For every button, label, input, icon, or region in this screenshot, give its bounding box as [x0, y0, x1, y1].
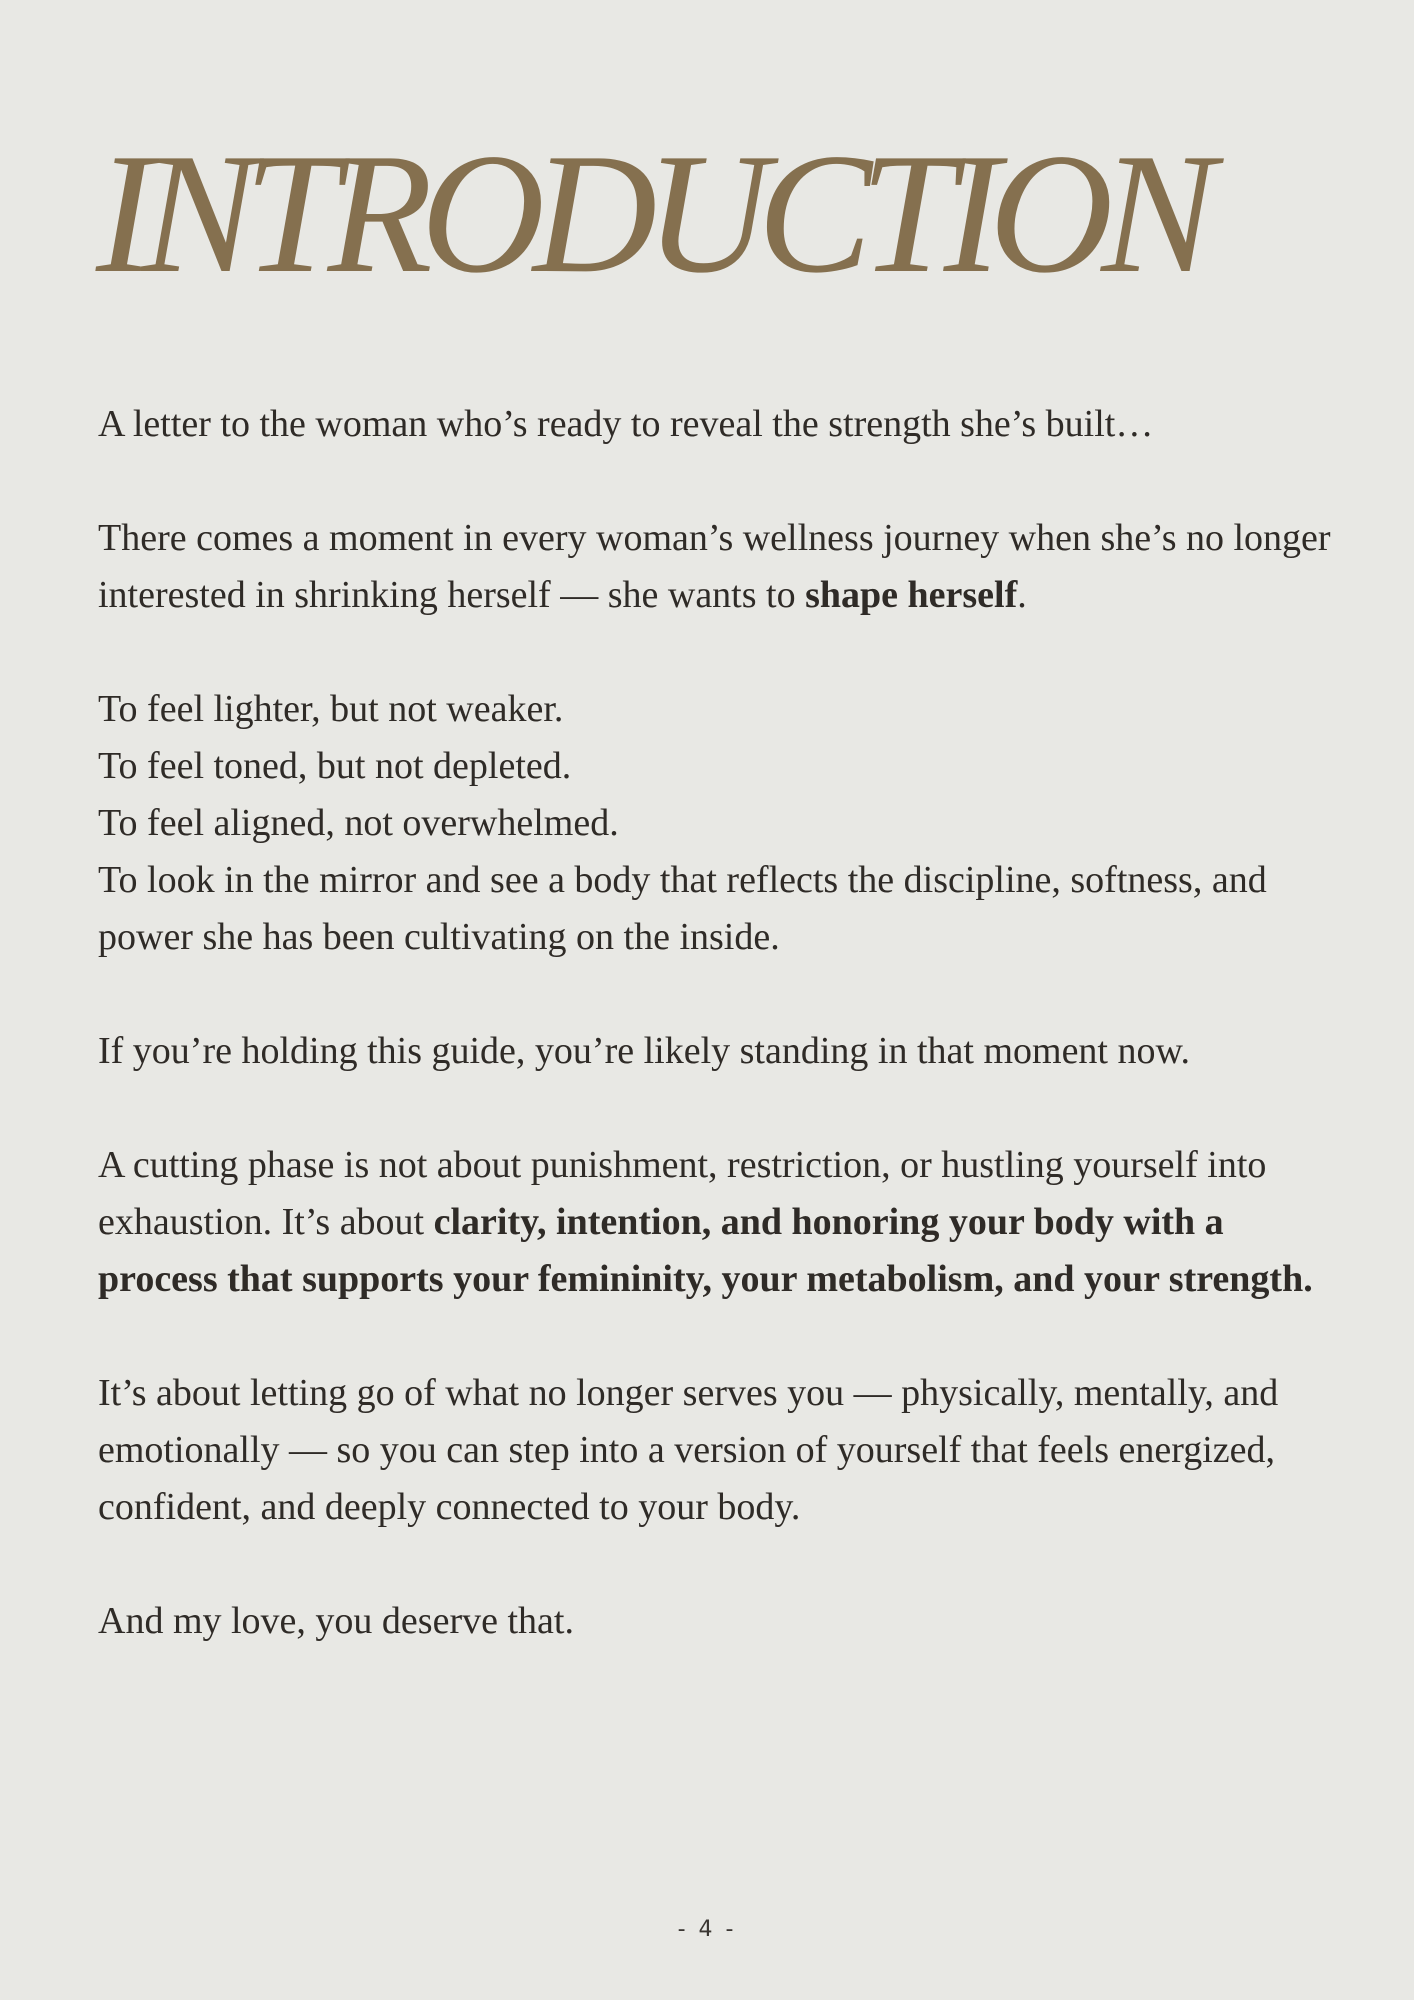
intro-paragraph-3-line-3: To feel aligned, not overwhelmed. — [98, 802, 619, 844]
intro-paragraph-5-text: A cutting phase is not about punishment, restriction, or hustling yourself into exhaustion. It’s about — [98, 1144, 1267, 1243]
intro-paragraph-3-line-2: To feel toned, but not depleted. — [98, 745, 572, 787]
intro-paragraph-1: A letter to the woman who’s ready to reveal the strength she’s built… — [98, 403, 1154, 445]
intro-paragraph-4: If you’re holding this guide, you’re likely standing in that moment now. — [98, 1030, 1190, 1072]
intro-paragraph-5-emphasis: clarity, intention, and honoring your body with a process that supports your femininity, your metabolism, and your strength. — [98, 1201, 1313, 1300]
page-number: - 4 - — [677, 1917, 737, 1942]
intro-paragraph-2-end: . — [1017, 574, 1027, 616]
intro-paragraph-3 — [98, 681, 1338, 966]
intro-paragraph-2 — [98, 510, 1338, 624]
intro-paragraph-2-text: There comes a moment in every woman’s wellness journey when she’s no longer interested in shrinking herself — she wants to — [98, 517, 1331, 616]
intro-paragraph-3-line-1: To feel lighter, but not weaker. — [98, 688, 564, 730]
intro-paragraph-7: And my love, you deserve that. — [98, 1600, 574, 1642]
page-title: INTRODUCTION — [96, 119, 1204, 309]
intro-paragraph-2-emphasis: shape herself — [805, 574, 1018, 616]
intro-paragraph-3-line-4: To look in the mirror and see a body that reflects the discipline, softness, and power she has been cultivating on the inside. — [98, 859, 1267, 958]
intro-paragraph-5 — [98, 1137, 1338, 1308]
intro-paragraph-6: It’s about letting go of what no longer serves you — physically, mentally, and emotionally — so you can step into a version of yourself that feels energized, confident, and deeply connected to your body. — [98, 1372, 1279, 1528]
introduction-body — [98, 396, 1338, 1650]
